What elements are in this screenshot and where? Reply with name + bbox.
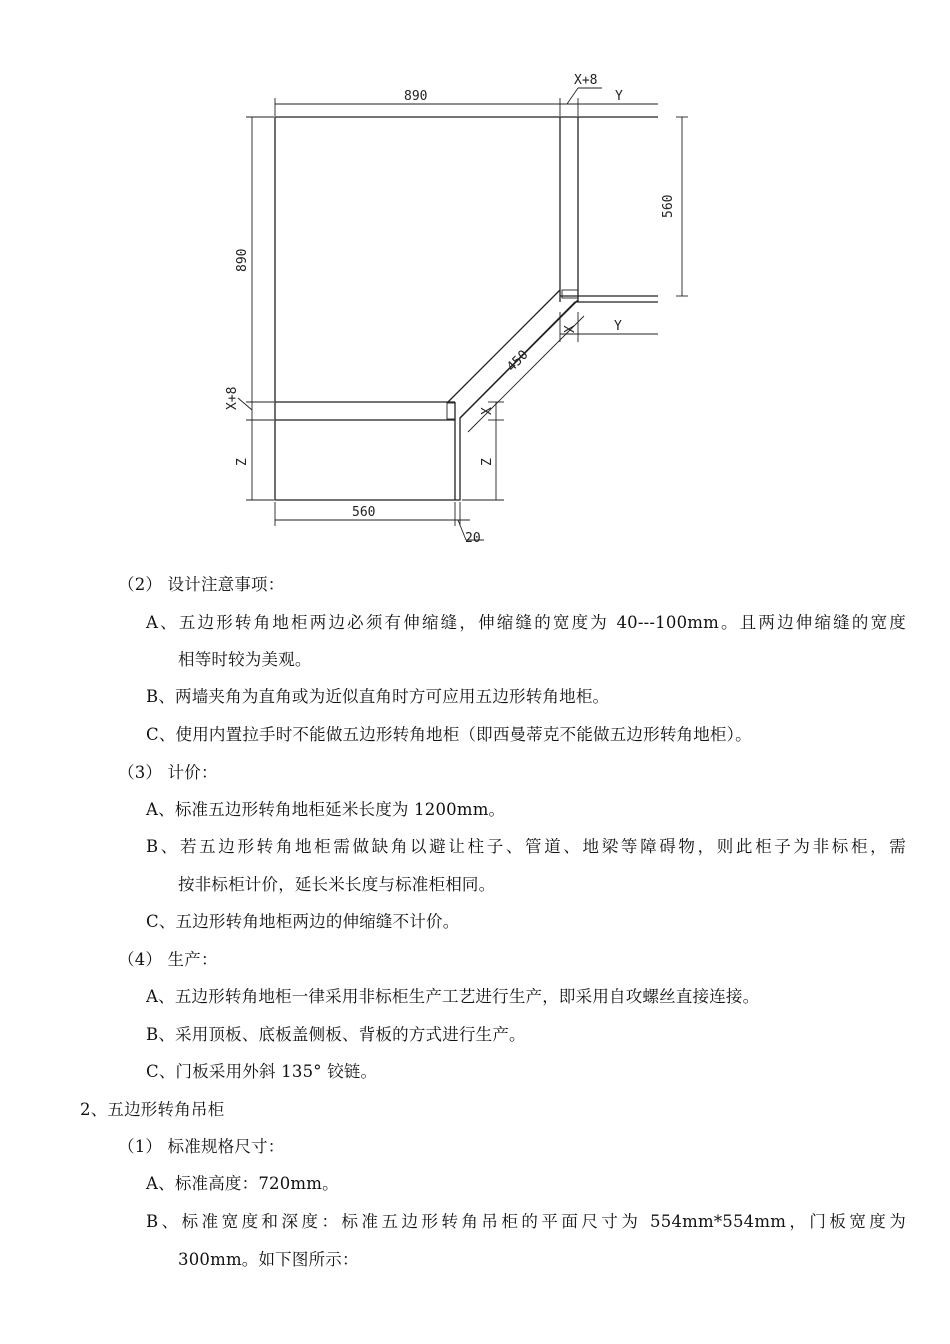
dim-inner-x: X xyxy=(480,407,495,415)
t2-1-item-b-line1: B、标准宽度和深度：标准五边形转角吊柜的平面尺寸为 554mm*554mm，门板宽度为 xyxy=(146,1212,906,1231)
s2-item-c: C、使用内置拉手时不能做五边形转角地柜（即西曼蒂克不能做五边形转角地柜）。 xyxy=(146,725,752,744)
t2-heading: 2、五边形转角吊柜 xyxy=(80,1100,225,1119)
dim-top-leader xyxy=(567,88,578,104)
s2-item-a-line1: A、五边形转角地柜两边必须有伸缩缝，伸缩缝的宽度为 40---100mm。且两边伸缩缝的宽度 xyxy=(146,613,906,632)
dim-mid-y: Y xyxy=(614,319,622,334)
dim-bottom-20: 20 xyxy=(465,531,481,546)
dim-inner-z: Z xyxy=(480,458,495,466)
s3-item-c: C、五边形转角地柜两边的伸缩缝不计价。 xyxy=(146,912,460,931)
s4-item-b: B、采用顶板、底板盖侧板、背板的方式进行生产。 xyxy=(146,1025,526,1044)
s4-item-c: C、门板采用外斜 135° 铰链。 xyxy=(146,1062,378,1081)
t2-1-item-a: A、标准高度：720mm。 xyxy=(146,1174,339,1193)
left-hatch-block xyxy=(447,403,455,419)
dim-left-890: 890 xyxy=(235,248,250,272)
dim-right-560: 560 xyxy=(661,194,676,218)
dim-bottom-560: 560 xyxy=(352,505,376,520)
dim-left-leader xyxy=(238,398,252,410)
diagonal-door-outer xyxy=(447,290,560,403)
right-hatch-block xyxy=(562,290,578,298)
t2-1-item-b-line2: 300mm。如下图所示： xyxy=(178,1250,359,1269)
dim-left-z: Z xyxy=(235,458,250,466)
t2-1-heading: （1） 标准规格尺寸： xyxy=(118,1137,285,1156)
s2-heading: （2） 设计注意事项： xyxy=(118,575,285,594)
dim-top-890: 890 xyxy=(404,89,428,104)
s3-heading: （3） 计价： xyxy=(118,763,218,782)
s3-item-a: A、标准五边形转角地柜延米长度为 1200mm。 xyxy=(146,800,506,819)
cabinet-plan-drawing xyxy=(0,0,950,560)
s3-item-b-line2: 按非标柜计价，延长米长度与标准柜相同。 xyxy=(178,875,496,894)
s4-heading: （4） 生产： xyxy=(118,950,218,969)
dim-mid-x: X xyxy=(563,325,578,333)
s3-item-b-line1: B、若五边形转角地柜需做缺角以避让柱子、管道、地梁等障碍物，则此柜子为非标柜，需 xyxy=(146,837,906,856)
s2-item-b: B、两墙夹角为直角或为近似直角时方可应用五边形转角地柜。 xyxy=(146,687,610,706)
dim-top-x8: X+8 xyxy=(574,73,598,88)
cabinet-outline xyxy=(275,117,658,500)
dim-left-x8: X+8 xyxy=(225,386,240,410)
dim-top-y: Y xyxy=(615,89,623,104)
s2-item-a-line2: 相等时较为美观。 xyxy=(178,650,312,669)
s4-item-a: A、五边形转角地柜一律采用非标柜生产工艺进行生产，即采用自攻螺丝直接连接。 xyxy=(146,987,760,1006)
dim-diag-450: 450 xyxy=(504,347,532,375)
